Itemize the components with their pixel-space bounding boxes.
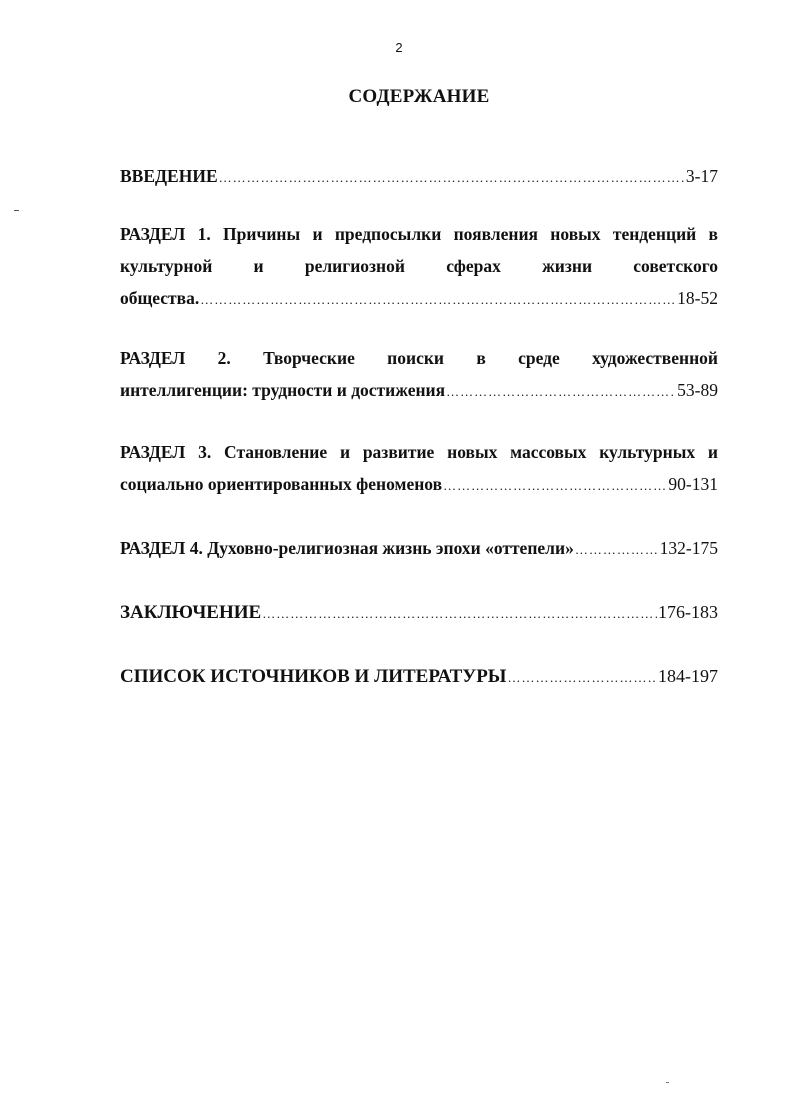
toc-page-range: 90-131 [668, 474, 718, 494]
dot-leader [219, 162, 685, 194]
dot-leader [443, 470, 667, 502]
dot-leader [507, 662, 657, 694]
toc-leader-line [120, 532, 718, 566]
toc-entry-section-4 [120, 532, 718, 566]
toc-entry-section-1 [120, 218, 718, 316]
toc-entry-conclusion [120, 596, 718, 630]
dot-leader [200, 284, 676, 316]
toc-entry-section-2 [120, 342, 718, 408]
toc-entry-title: СПИСОК ИСТОЧНИКОВ И ЛИТЕРАТУРЫ [120, 666, 507, 687]
toc-leader-line [120, 468, 718, 502]
dot-leader [446, 376, 676, 408]
page-title: СОДЕРЖАНИЕ [348, 86, 490, 107]
toc-entry-line: РАЗДЕЛ 1. Причины и предпосылки появления новых тенденций в [120, 224, 718, 244]
toc-page-range: 184-197 [658, 666, 718, 686]
dot-leader [262, 598, 657, 630]
toc-entry-title: ВВЕДЕНИЕ [120, 166, 218, 186]
toc-entry-line: социально ориентированных феноменов [120, 474, 443, 494]
toc-leader-line [120, 374, 718, 408]
toc-entry-introduction [120, 160, 718, 194]
toc-leader-line [120, 282, 718, 316]
toc-leader-line [120, 660, 718, 694]
toc-page-range: 3-17 [685, 166, 718, 186]
toc-leader-line [120, 596, 718, 630]
page-number: 2 [395, 40, 403, 55]
toc-entry-line: культурной и религиозной сферах жизни советского [120, 256, 718, 276]
toc-entry-title: ЗАКЛЮЧЕНИЕ [120, 602, 262, 623]
dot-leader [575, 534, 659, 566]
toc-entry-line: РАЗДЕЛ 2. Творческие поиски в среде художественной [120, 348, 718, 368]
scan-mark [666, 1082, 669, 1083]
toc-entry-section-3 [120, 436, 718, 502]
toc-entry-line: общества. [120, 288, 200, 308]
toc-entry-bibliography [120, 660, 718, 694]
toc-page-range: 176-183 [658, 602, 718, 622]
toc-entry-title: РАЗДЕЛ 4. Духовно-религиозная жизнь эпохи «оттепели» [120, 538, 574, 558]
toc-page-range: 18-52 [677, 288, 718, 308]
scan-mark [14, 210, 19, 211]
toc-entry-line: интеллигенции: трудности и достижения [120, 380, 446, 400]
toc-leader-line [120, 160, 718, 194]
toc-page-range: 53-89 [677, 380, 718, 400]
toc-entry-line: РАЗДЕЛ 3. Становление и развитие новых массовых культурных и [120, 442, 718, 462]
toc-page-range: 132-175 [659, 538, 718, 558]
